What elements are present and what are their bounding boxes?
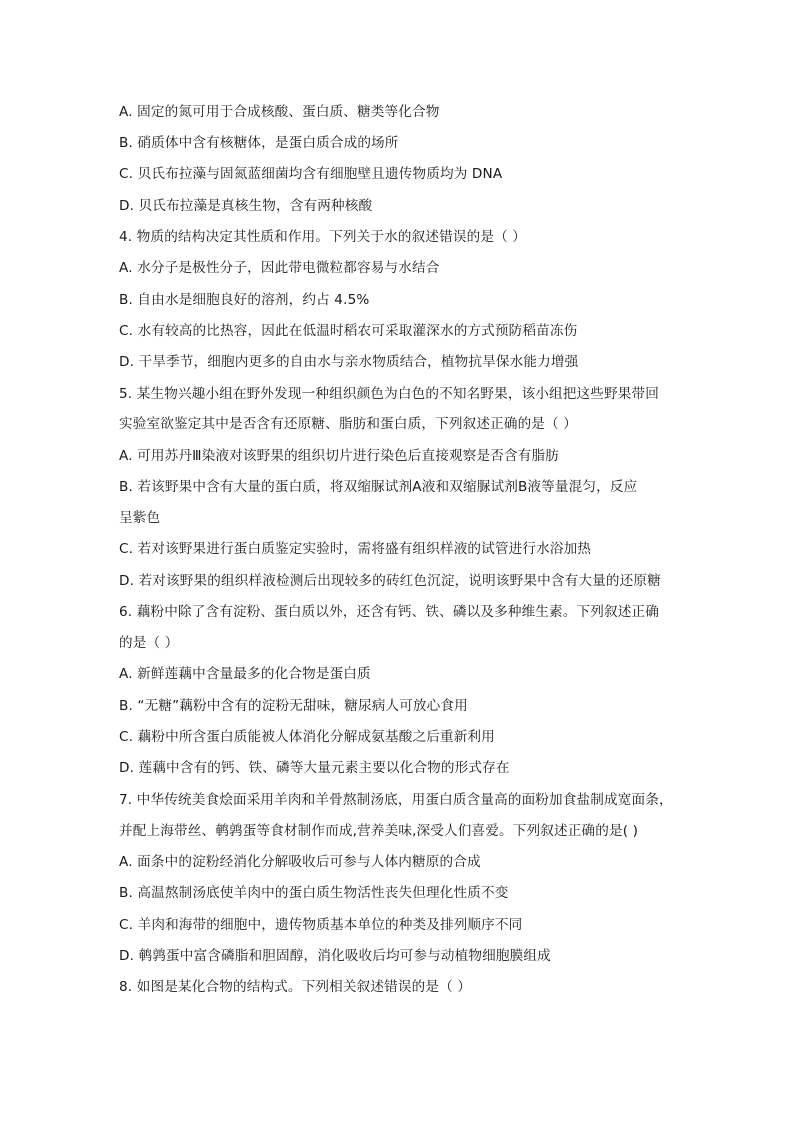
question-8-stem: 8. 如图是某化合物的结构式。下列相关叙述错误的是（ ） xyxy=(119,979,472,995)
text-line: D. 干旱季节，细胞内更多的自由水与亲水物质结合，植物抗旱保水能力增强 xyxy=(119,354,579,370)
text-line: 并配上海带丝、鹌鹑蛋等食材制作而成,营养美味,深受人们喜爱。下列叙述正确的是( ) xyxy=(119,823,639,839)
text-line: C. 羊肉和海带的细胞中，遗传物质基本单位的种类及排列顺序不同 xyxy=(119,917,523,933)
text-line: A. 可用苏丹Ⅲ染液对该野果的组织切片进行染色后直接观察是否含有脂肪 xyxy=(119,448,559,464)
text-line: C. 水有较高的比热容，因此在低温时稻农可采取灌深水的方式预防稻苗冻伤 xyxy=(119,323,578,339)
text-line: B. 硝质体中含有核糖体，是蛋白质合成的场所 xyxy=(119,135,399,151)
text-line: C. 藕粉中所含蛋白质能被人体消化分解成氨基酸之后重新利用 xyxy=(119,729,495,745)
question-7-stem: 7. 中华传统美食烩面采用羊肉和羊骨熬制汤底，用蛋白质含量高的面粉加食盐制成宽面条， xyxy=(119,792,673,808)
text-line: 实验室欲鉴定其中是否含有还原糖、脂肪和蛋白质，下列叙述正确的是（ ） xyxy=(119,416,578,432)
text-line: D. 若对该野果的组织样液检测后出现较多的砖红色沉淀，说明该野果中含有大量的还原糖 xyxy=(119,573,661,589)
text-line: 的是（ ） xyxy=(119,635,179,651)
question-6-stem: 6. 藕粉中除了含有淀粉、蛋白质以外，还含有钙、铁、磷以及多种维生素。下列叙述正确 xyxy=(119,604,660,620)
question-5-stem: 5. 某生物兴趣小组在野外发现一种组织颜色为白色的不知名野果，该小组把这些野果带回 xyxy=(119,386,660,402)
text-line: A. 水分子是极性分子，因此带电微粒都容易与水结合 xyxy=(119,260,440,276)
text-line: B. 自由水是细胞良好的溶剂，约占 4.5% xyxy=(119,292,370,308)
text-line: D. 鹌鹑蛋中富含磷脂和胆固醇，消化吸收后均可参与动植物细胞膜组成 xyxy=(119,948,551,964)
text-line: B. 若该野果中含有大量的蛋白质，将双缩脲试剂A液和双缩脲试剂B液等量混匀，反应 xyxy=(119,479,638,495)
text-line: A. 面条中的淀粉经消化分解吸收后可参与人体内糖原的合成 xyxy=(119,854,481,870)
text-line: D. 贝氏布拉藻是真核生物，含有两种核酸 xyxy=(119,198,373,214)
text-line: B. 高温熬制汤底使羊肉中的蛋白质生物活性丧失但理化性质不变 xyxy=(119,885,509,901)
text-line: A. 固定的氮可用于合成核酸、蛋白质、糖类等化合物 xyxy=(119,104,440,120)
text-line: C. 贝氏布拉藻与固氮蓝细菌均含有细胞壁且遗传物质均为 DNA xyxy=(119,166,503,182)
text-line: D. 莲藕中含有的钙、铁、磷等大量元素主要以化合物的形式存在 xyxy=(119,760,510,776)
text-line: 呈紫色 xyxy=(119,510,161,526)
text-line: C. 若对该野果进行蛋白质鉴定实验时，需将盛有组织样液的试管进行水浴加热 xyxy=(119,541,592,557)
question-4-stem: 4. 物质的结构决定其性质和作用。下列关于水的叙述错误的是（ ） xyxy=(119,229,527,245)
text-line: A. 新鲜莲藕中含量最多的化合物是蛋白质 xyxy=(119,666,371,682)
text-line: B. “无糖”藕粉中含有的淀粉无甜味，糖尿病人可放心食用 xyxy=(119,698,468,714)
